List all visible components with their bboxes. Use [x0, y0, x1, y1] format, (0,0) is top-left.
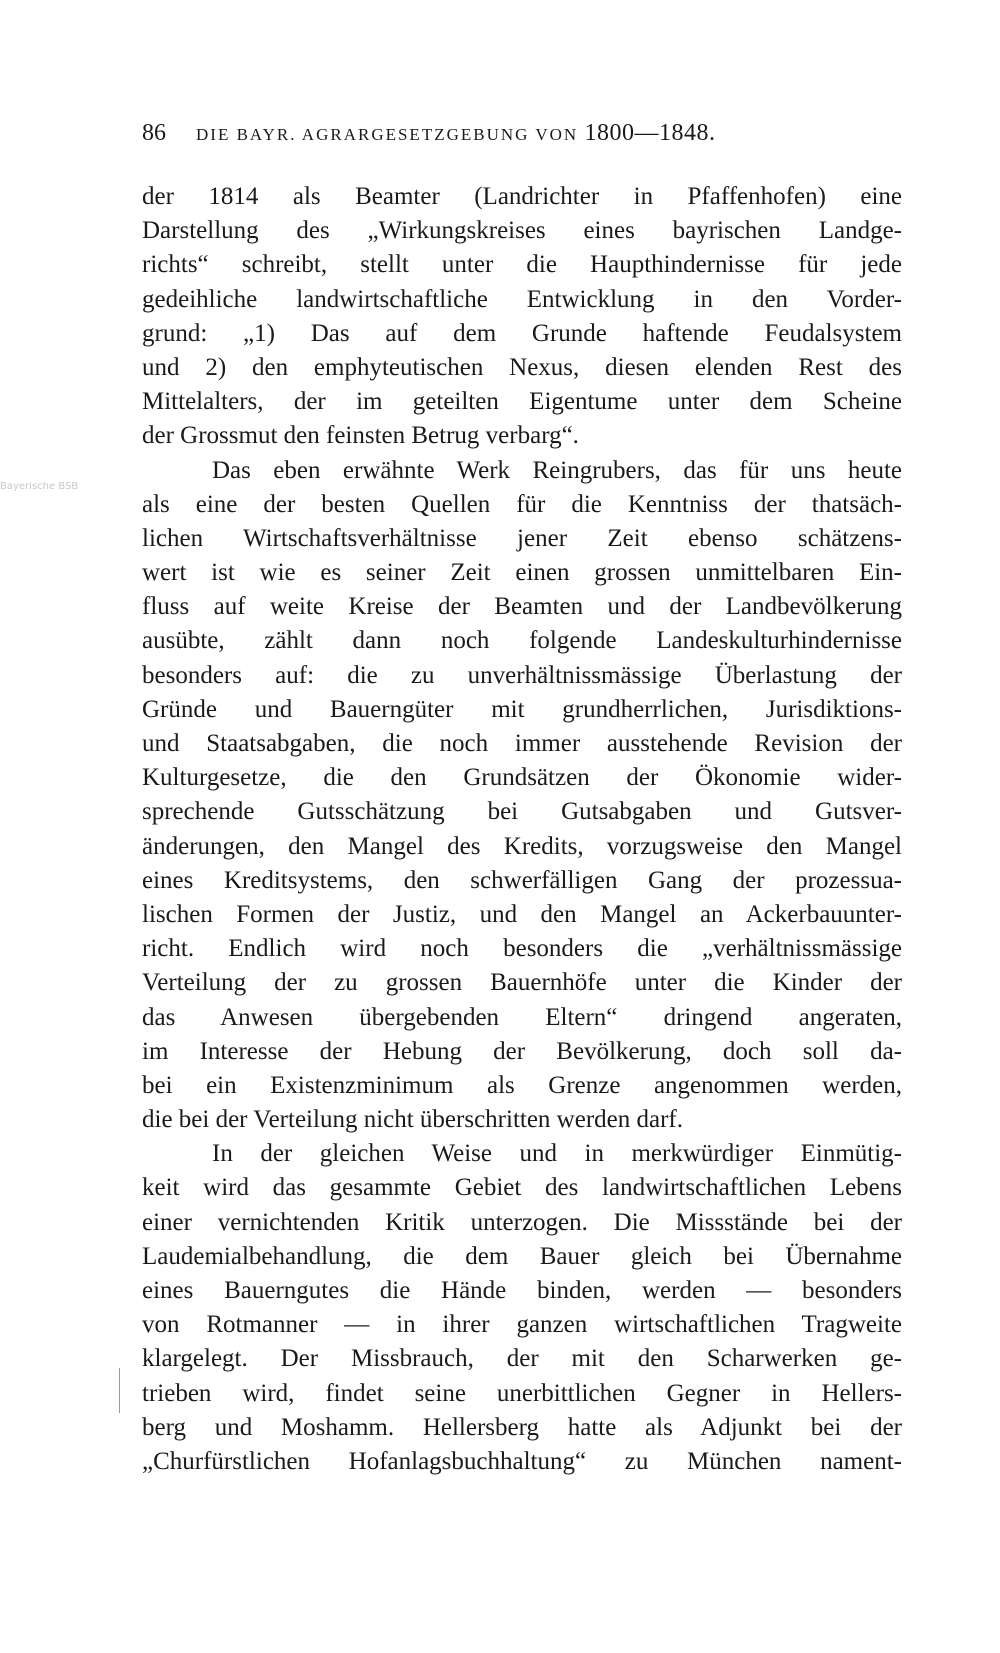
- body-text: [142, 180, 902, 1479]
- library-stamp: Bayerische BSB: [0, 482, 79, 492]
- text-line: Das eben erwähnte Werk Reingrubers, das für uns heute: [212, 456, 902, 484]
- text-line: wert ist wie es seiner Zeit einen grossen unmittelbaren Ein-: [142, 559, 902, 587]
- running-head-years: 1800—1848.: [584, 120, 716, 146]
- text-line: lichen Wirtschaftsverhältnisse jener Zeit ebenso schätzens-: [142, 524, 902, 552]
- text-line: lischen Formen der Justiz, und den Mangel an Ackerbauunter-: [142, 900, 902, 928]
- text-line: einer vernichtenden Kritik unterzogen. Die Missstände bei der: [142, 1208, 902, 1236]
- margin-pencil-mark: [119, 1368, 120, 1413]
- text-line: und 2) den emphyteutischen Nexus, diesen elenden Rest des: [142, 353, 902, 381]
- text-line: von Rotmanner — in ihrer ganzen wirtschaftlichen Tragweite: [142, 1311, 902, 1339]
- text-line: eines Bauerngutes die Hände binden, werden — besonders: [142, 1277, 902, 1304]
- text-line: klargelegt. Der Missbrauch, der mit den Scharwerken ge-: [142, 1345, 902, 1373]
- text-line: Mittelalters, der im geteilten Eigentume unter dem Scheine: [142, 388, 902, 416]
- text-line: richts“ schreibt, stellt unter die Haupthindernisse für jede: [142, 251, 902, 279]
- text-line: bei ein Existenzminimum als Grenze angenommen werden,: [142, 1071, 902, 1099]
- text-line: Gründe und Bauerngüter mit grundherrlichen, Jurisdiktions-: [142, 695, 902, 723]
- text-line: änderungen, den Mangel des Kredits, vorzugsweise den Mangel: [142, 832, 902, 860]
- text-line: besonders auf: die zu unverhältnissmässige Überlastung der: [142, 661, 902, 689]
- text-line: Darstellung des „Wirkungskreises eines bayrischen Landge-: [142, 217, 902, 245]
- text-line: berg und Moshamm. Hellersberg hatte als Adjunkt bei der: [142, 1413, 902, 1441]
- text-line: als eine der besten Quellen für die Kenntniss der thatsäch-: [142, 490, 902, 518]
- text-line: der 1814 als Beamter (Landrichter in Pfaffenhofen) eine: [142, 183, 902, 210]
- text-line: Laudemialbehandlung, die dem Bauer gleich bei Übernahme: [142, 1242, 902, 1270]
- page-header: [142, 120, 912, 152]
- text-line: grund: „1) Das auf dem Grunde haftende Feudalsystem: [142, 319, 902, 347]
- text-line: sprechende Gutsschätzung bei Gutsabgaben und Gutsver-: [142, 798, 902, 826]
- running-head: [196, 120, 715, 147]
- text-line: keit wird das gesammte Gebiet des landwirtschaftlichen Lebens: [142, 1174, 902, 1202]
- text-line: das Anwesen übergebenden Eltern“ dringend angeraten,: [142, 1003, 902, 1031]
- text-line: und Staatsabgaben, die noch immer ausstehende Revision der: [142, 730, 902, 757]
- text-line: die bei der Verteilung nicht überschritten werden darf.: [142, 1106, 684, 1134]
- text-line: ausübte, zählt dann noch folgende Landeskulturhindernisse: [142, 627, 902, 655]
- text-line: fluss auf weite Kreise der Beamten und der Landbevölkerung: [142, 593, 902, 621]
- text-line: richt. Endlich wird noch besonders die „verhältnissmässige: [142, 935, 902, 963]
- text-line: eines Kreditsystems, den schwerfälligen Gang der prozessua-: [142, 866, 902, 894]
- text-line: In der gleichen Weise und in merkwürdiger Einmütig-: [212, 1140, 902, 1168]
- page-number: 86: [142, 120, 166, 146]
- text-line: „Churfürstlichen Hofanlagsbuchhaltung“ zu München nament-: [142, 1447, 902, 1475]
- running-head-title: DIE BAYR. AGRARGESETZGEBUNG VON: [196, 125, 579, 144]
- text-line: trieben wird, findet seine unerbittlichen Gegner in Hellers-: [142, 1379, 902, 1407]
- text-line: im Interesse der Hebung der Bevölkerung, doch soll da-: [142, 1037, 902, 1065]
- text-line: der Grossmut den feinsten Betrug verbarg“.: [142, 422, 579, 450]
- text-line: gedeihliche landwirtschaftliche Entwicklung in den Vorder-: [142, 285, 902, 313]
- text-line: Kulturgesetze, die den Grundsätzen der Ökonomie wider-: [142, 764, 902, 792]
- text-line: Verteilung der zu grossen Bauernhöfe unter die Kinder der: [142, 969, 902, 997]
